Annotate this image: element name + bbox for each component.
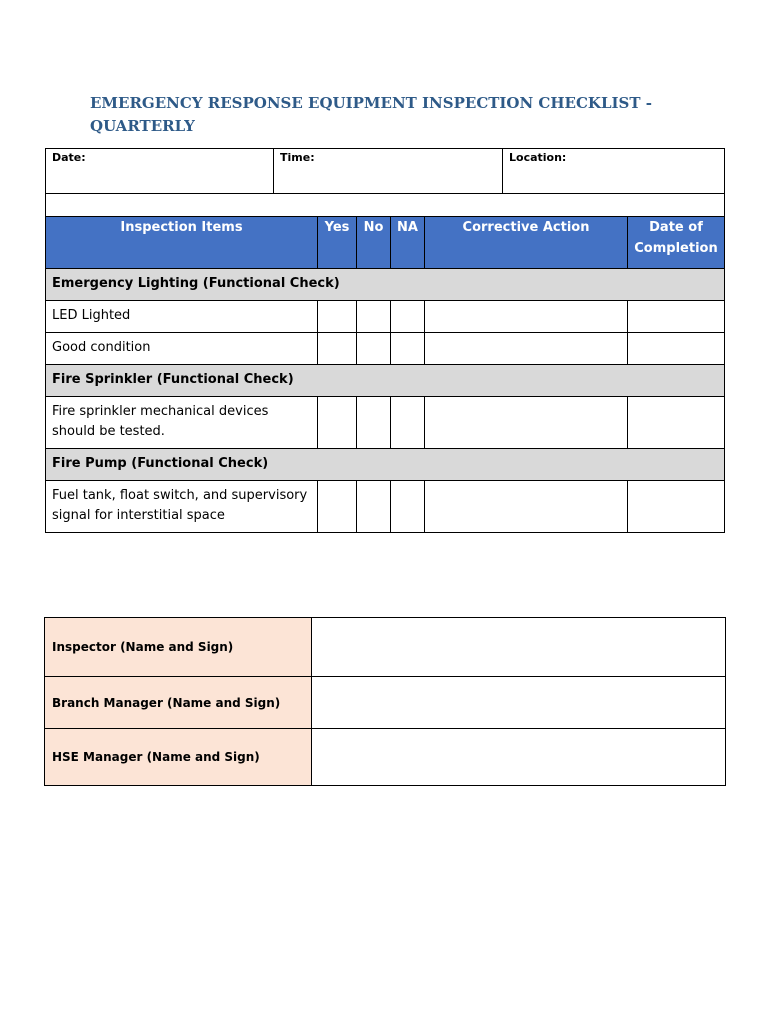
signature-row: [45, 729, 726, 786]
section-row: [46, 449, 725, 481]
hse-manager-sign-label: HSE Manager (Name and Sign): [45, 729, 312, 786]
header-inspection-items: Inspection Items: [46, 217, 318, 269]
time-field[interactable]: Time:: [274, 149, 503, 194]
signature-row: [45, 618, 726, 677]
document-title: EMERGENCY RESPONSE EQUIPMENT INSPECTION CHECKLIST - QUARTERLY: [90, 94, 652, 135]
corrective-action-cell[interactable]: [425, 397, 628, 449]
no-cell[interactable]: [357, 397, 391, 449]
completion-date-cell[interactable]: [628, 397, 725, 449]
table-row: [46, 481, 725, 533]
yes-cell[interactable]: [318, 333, 357, 365]
header-yes: Yes: [318, 217, 357, 269]
section-row: [46, 269, 725, 301]
corrective-action-cell[interactable]: [425, 333, 628, 365]
yes-cell[interactable]: [318, 481, 357, 533]
branch-manager-sign-field[interactable]: [312, 677, 726, 729]
table-row: [46, 397, 725, 449]
signature-row: [45, 677, 726, 729]
na-cell[interactable]: [391, 301, 425, 333]
inspector-sign-field[interactable]: [312, 618, 726, 677]
table-row: [46, 301, 725, 333]
completion-date-cell[interactable]: [628, 481, 725, 533]
inspector-sign-label: Inspector (Name and Sign): [45, 618, 312, 677]
no-cell[interactable]: [357, 301, 391, 333]
header-row: [46, 217, 725, 269]
corrective-action-cell[interactable]: [425, 481, 628, 533]
header-date-of-completion: Date of Completion: [628, 217, 725, 269]
item-label: Fuel tank, float switch, and supervisory signal for interstitial space: [46, 481, 318, 533]
corrective-action-cell[interactable]: [425, 301, 628, 333]
completion-date-cell[interactable]: [628, 333, 725, 365]
completion-date-cell[interactable]: [628, 301, 725, 333]
header-no: No: [357, 217, 391, 269]
section-title: Emergency Lighting (Functional Check): [46, 269, 725, 301]
na-cell[interactable]: [391, 481, 425, 533]
header-corrective-action: Corrective Action: [425, 217, 628, 269]
item-label: Fire sprinkler mechanical devices should be tested.: [46, 397, 318, 449]
header-na: NA: [391, 217, 425, 269]
signature-table: [44, 617, 726, 786]
section-title: Fire Pump (Functional Check): [46, 449, 725, 481]
item-label: Good condition: [46, 333, 318, 365]
no-cell[interactable]: [357, 481, 391, 533]
yes-cell[interactable]: [318, 397, 357, 449]
branch-manager-sign-label: Branch Manager (Name and Sign): [45, 677, 312, 729]
yes-cell[interactable]: [318, 301, 357, 333]
date-field[interactable]: Date:: [46, 149, 274, 194]
table-row: [46, 333, 725, 365]
hse-manager-sign-field[interactable]: [312, 729, 726, 786]
section-row: [46, 365, 725, 397]
section-title: Fire Sprinkler (Functional Check): [46, 365, 725, 397]
location-field[interactable]: Location:: [503, 149, 725, 194]
inspection-table: [45, 216, 725, 533]
no-cell[interactable]: [357, 333, 391, 365]
info-table: [45, 148, 725, 222]
na-cell[interactable]: [391, 333, 425, 365]
item-label: LED Lighted: [46, 301, 318, 333]
na-cell[interactable]: [391, 397, 425, 449]
